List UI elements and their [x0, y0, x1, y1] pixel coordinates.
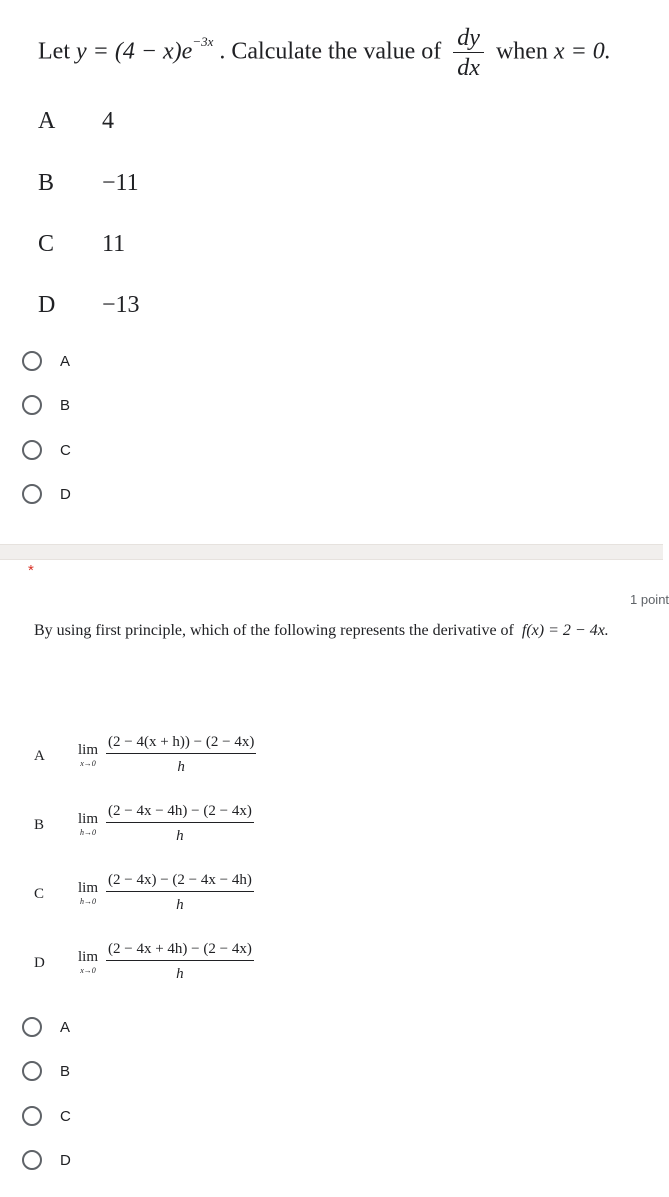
q2-option-expr-b	[78, 804, 254, 844]
limit-fraction	[106, 735, 256, 775]
q1-frac-denominator: dx	[457, 55, 480, 81]
lim-word: lim	[78, 948, 99, 965]
q2-option-letter-a: A	[34, 748, 45, 764]
fraction-denominator: h	[176, 897, 184, 913]
radio-button-icon[interactable]	[22, 1106, 42, 1126]
q2-option-expr-d	[78, 942, 254, 982]
q1-choice-d[interactable]	[22, 484, 71, 504]
q1-option-letter-d: D	[38, 292, 56, 318]
q2-choice-d[interactable]	[22, 1150, 71, 1170]
fraction-denominator: h	[176, 828, 184, 844]
section-divider	[0, 544, 663, 560]
q2-choice-label-d: D	[60, 1151, 71, 1169]
q1-lead: Let	[38, 38, 70, 65]
q2-option-expr-a	[78, 735, 256, 775]
q1-choice-c[interactable]	[22, 440, 71, 460]
fraction-numerator: (2 − 4x) − (2 − 4x − 4h)	[106, 873, 254, 892]
q1-option-value-a: 4	[102, 108, 114, 134]
lim-word: lim	[78, 879, 99, 896]
fraction-denominator: h	[177, 759, 185, 775]
q2-choice-a[interactable]	[22, 1017, 70, 1037]
q1-condition: x = 0.	[553, 38, 611, 65]
lim-subscript: h→0	[80, 827, 96, 837]
lim-word: lim	[78, 810, 99, 827]
q1-option-value-d: −13	[102, 292, 140, 318]
q1-derivative-fraction	[453, 26, 484, 80]
limit-notation	[78, 881, 98, 906]
q1-exponent: −3x	[192, 33, 214, 49]
q1-choice-label-b: B	[60, 396, 71, 414]
q1-option-letter-a: A	[38, 108, 56, 134]
radio-button-icon[interactable]	[22, 1017, 42, 1037]
q2-prompt: By using first principle, which of the following represents the derivative of	[34, 622, 514, 639]
fraction-numerator: (2 − 4x + 4h) − (2 − 4x)	[106, 942, 254, 961]
points-label: 1 point	[630, 592, 669, 607]
q1-choice-a[interactable]	[22, 351, 70, 371]
limit-fraction	[106, 804, 254, 844]
q2-option-letter-b: B	[34, 817, 45, 833]
lim-subscript: x→0	[80, 758, 96, 768]
q1-equation: y = (4 − x)e	[75, 38, 193, 65]
q1-middle: . Calculate the value of	[219, 38, 442, 65]
fraction-numerator: (2 − 4x − 4h) − (2 − 4x)	[106, 804, 254, 823]
q1-choice-label-a: A	[60, 352, 71, 370]
q2-choice-b[interactable]	[22, 1061, 70, 1081]
question-2-text	[34, 622, 609, 640]
limit-fraction	[106, 873, 254, 913]
required-marker: *	[28, 562, 34, 579]
limit-notation	[78, 812, 98, 837]
limit-notation	[78, 950, 98, 975]
fraction-numerator: (2 − 4(x + h)) − (2 − 4x)	[106, 735, 256, 754]
radio-button-icon[interactable]	[22, 395, 42, 415]
q2-choice-c[interactable]	[22, 1106, 71, 1126]
q2-choice-label-b: B	[60, 1062, 71, 1080]
q2-choice-label-a: A	[60, 1018, 71, 1036]
q2-option-letter-d: D	[34, 955, 45, 971]
lim-subscript: x→0	[80, 965, 96, 975]
q2-function: f(x) = 2 − 4x.	[521, 622, 609, 639]
radio-button-icon[interactable]	[22, 1150, 42, 1170]
q1-option-letter-b: B	[38, 170, 55, 196]
q1-choice-label-c: C	[60, 441, 71, 459]
q1-frac-numerator: dy	[453, 26, 484, 53]
q2-option-expr-c	[78, 873, 254, 913]
q1-option-value-b: −11	[102, 170, 139, 196]
radio-button-icon[interactable]	[22, 351, 42, 371]
q1-tail: when	[495, 38, 548, 65]
lim-word: lim	[78, 741, 99, 758]
radio-button-icon[interactable]	[22, 484, 42, 504]
limit-fraction	[106, 942, 254, 982]
lim-subscript: h→0	[80, 896, 96, 906]
q1-choice-b[interactable]	[22, 395, 70, 415]
question-1-text	[38, 26, 611, 80]
q1-option-value-c: 11	[102, 231, 126, 257]
q2-option-letter-c: C	[34, 886, 45, 902]
q1-choice-label-d: D	[60, 485, 71, 503]
limit-notation	[78, 743, 98, 768]
radio-button-icon[interactable]	[22, 440, 42, 460]
q2-choice-label-c: C	[60, 1107, 71, 1125]
radio-button-icon[interactable]	[22, 1061, 42, 1081]
q1-option-letter-c: C	[38, 231, 55, 257]
fraction-denominator: h	[176, 966, 184, 982]
